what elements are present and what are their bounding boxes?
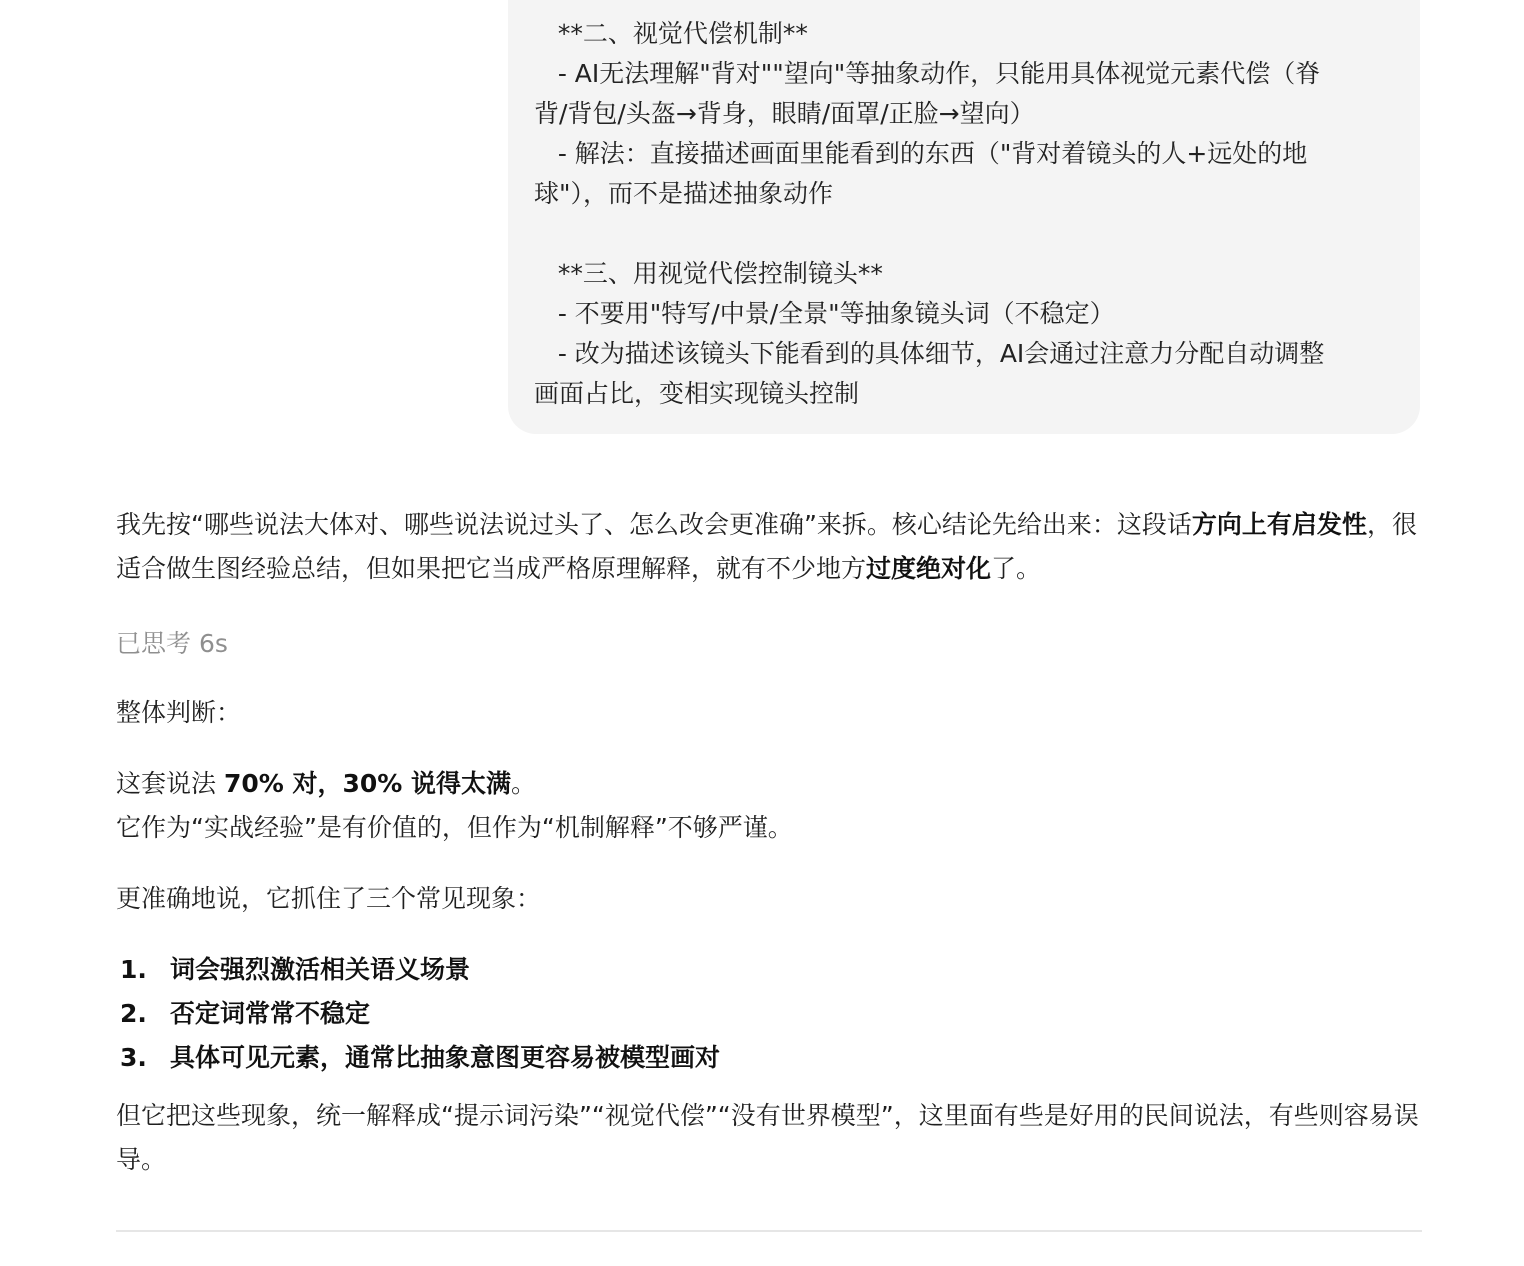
user-message-bubble bbox=[508, 0, 1420, 434]
list-item-text: 词会强烈激活相关语义场景 bbox=[170, 955, 471, 984]
list-item-number: 2. bbox=[120, 999, 147, 1028]
verdict-line bbox=[116, 762, 1422, 806]
user-message-line: **三、用视觉代偿控制镜头** bbox=[534, 259, 883, 288]
intro-text: 我先按“哪些说法大体对、哪些说法说过头了、怎么改会更准确”来拆。核心结论先给出来：这段话 bbox=[116, 510, 1192, 539]
user-message-line: - 解法：直接描述画面里能看到的东西（"背对着镜头的人+远处的地 bbox=[534, 139, 1308, 168]
overall-judgment-heading: 整体判断： bbox=[116, 698, 242, 727]
verdict-bold: 70% 对，30% 说得太满 bbox=[223, 769, 512, 798]
assistant-message bbox=[116, 503, 1422, 1182]
message-divider bbox=[116, 1230, 1422, 1232]
list-item bbox=[116, 992, 1422, 1036]
user-message-line: - 不要用"特写/中景/全景"等抽象镜头词（不稳定） bbox=[534, 299, 1115, 328]
phenomena-list bbox=[116, 948, 1422, 1080]
verdict-line-2: 它作为“实战经验”是有价值的，但作为“机制解释”不够严谨。 bbox=[116, 813, 793, 842]
intro-bold-text: 方向上有启发性 bbox=[1191, 510, 1367, 539]
closing-paragraph: 但它把这些现象，统一解释成“提示词污染”“视觉代偿”“没有世界模型”，这里面有些是好用的民间说法，有些则容易误导。 bbox=[116, 1101, 1419, 1174]
user-message-line: - 改为描述该镜头下能看到的具体细节，AI会通过注意力分配自动调整 bbox=[534, 339, 1325, 368]
verdict-suffix: 。 bbox=[511, 769, 537, 798]
phenomena-intro: 更准确地说，它抓住了三个常见现象： bbox=[116, 884, 542, 913]
user-message-blank-line bbox=[534, 214, 1392, 254]
verdict-prefix: 这套说法 bbox=[116, 769, 224, 798]
user-message-line: **二、视觉代偿机制** bbox=[534, 19, 808, 48]
list-item bbox=[116, 1036, 1422, 1080]
user-message-line: - AI无法理解"背对""望向"等抽象动作，只能用具体视觉元素代偿（脊 bbox=[534, 59, 1321, 88]
list-item-number: 1. bbox=[120, 955, 147, 984]
thinking-duration-toggle[interactable]: 已思考 6s bbox=[116, 629, 228, 658]
user-message-line: 背/背包/头盔→背身，眼睛/面罩/正脸→望向） bbox=[534, 99, 1035, 128]
intro-bold-text: 过度绝对化 bbox=[866, 554, 992, 583]
list-item-text: 否定词常常不稳定 bbox=[170, 999, 371, 1028]
verdict-block bbox=[116, 762, 1422, 850]
intro-text: ，很适合做生图经验总结，但如果把它当成严格原理解释，就有不少地方 bbox=[116, 510, 1417, 583]
assistant-intro-paragraph bbox=[116, 503, 1422, 591]
user-message-line: 球"），而不是描述抽象动作 bbox=[534, 179, 834, 208]
list-item bbox=[116, 948, 1422, 992]
list-item-text: 具体可见元素，通常比抽象意图更容易被模型画对 bbox=[170, 1043, 721, 1072]
list-item-number: 3. bbox=[120, 1043, 147, 1072]
user-message-line: 画面占比，变相实现镜头控制 bbox=[534, 379, 860, 408]
intro-text: 了。 bbox=[991, 554, 1042, 583]
